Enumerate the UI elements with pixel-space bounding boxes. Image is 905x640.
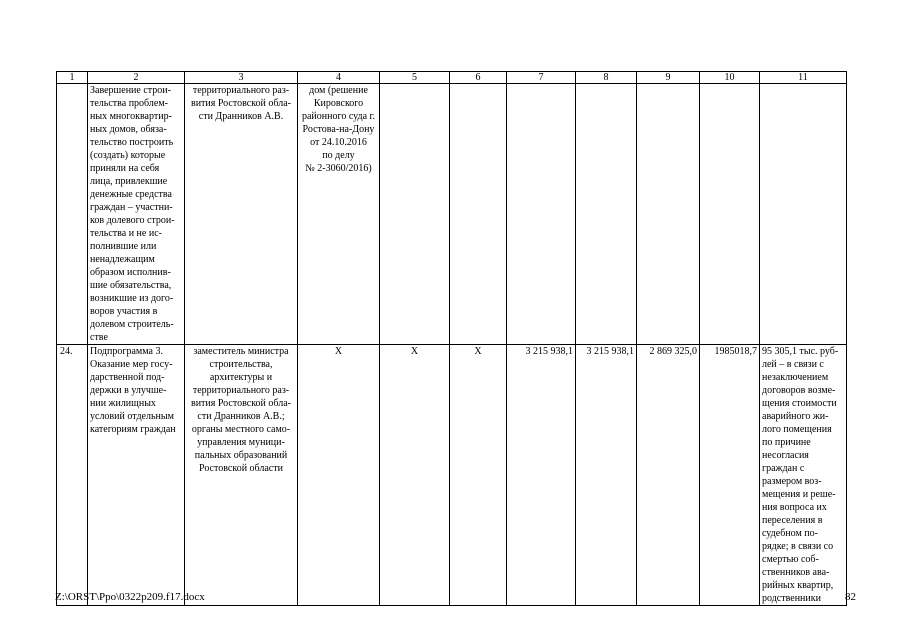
cell-number [57,84,88,345]
cell-col4: Х [298,345,380,606]
cell-name: Завершение строи- тельства проблем- ных многоквартир- ных домов, обяза- тельство построить (создать) которые приняли на себя лица, привлекшие денежные средства граждан – участни- ков долевого строи- тельства и не ис- полнившие или ненадлежащим образом исполнив- шие обязательства, возникшие из дого- воров участия в долевом строитель- стве [88,84,185,345]
cell-col9 [637,84,700,345]
col-header-7: 7 [507,72,576,84]
table-row [57,345,847,606]
col-header-10: 10 [700,72,760,84]
cell-number: 24. [57,345,88,606]
cell-col9: 2 869 325,0 [637,345,700,606]
cell-col10 [700,84,760,345]
col-header-6: 6 [450,72,507,84]
main-table [56,71,847,606]
cell-responsible: территориального раз- вития Ростовской обла- сти Дранников А.В. [185,84,298,345]
cell-col11: 95 305,1 тыс. руб- лей – в связи с незаключением договоров возме- щения стоимости аварийного жи- лого помещения по причине несогласия граждан с размером воз- мещения и реше- ния вопроса их переселения в судебном по- рядке; в связи со смертью соб- ственников ава- рийных квартир, родственники [760,345,847,606]
cell-responsible: заместитель министра строительства, архитектуры и территориального раз- вития Ростовской обла- сти Дранников А.В.; органы местного само- управления муници- пальных образований Ростовской области [185,345,298,606]
cell-col7: 3 215 938,1 [507,345,576,606]
footer-page-number: 82 [845,591,856,603]
cell-col6: Х [450,345,507,606]
col-header-3: 3 [185,72,298,84]
cell-col5 [380,84,450,345]
cell-col8 [576,84,637,345]
cell-col11 [760,84,847,345]
col-header-2: 2 [88,72,185,84]
table-row [57,84,847,345]
cell-col8: 3 215 938,1 [576,345,637,606]
cell-col7 [507,84,576,345]
col-header-1: 1 [57,72,88,84]
col-header-5: 5 [380,72,450,84]
cell-col5: Х [380,345,450,606]
cell-col6 [450,84,507,345]
col-header-8: 8 [576,72,637,84]
cell-col4: дом (решение Кировского районного суда г. Ростова-на-Дону от 24.10.2016 по делу № 2-3060/2016) [298,84,380,345]
col-header-11: 11 [760,72,847,84]
header-row [57,72,847,84]
col-header-9: 9 [637,72,700,84]
col-header-4: 4 [298,72,380,84]
cell-name: Подпрограмма 3. Оказание мер госу- дарственной под- держки в улучше- нии жилищных условий отдельным категориям граждан [88,345,185,606]
cell-col10: 1985018,7 [700,345,760,606]
footer-file-path: Z:\ORST\Ppo\0322p209.f17.docx [55,591,205,603]
